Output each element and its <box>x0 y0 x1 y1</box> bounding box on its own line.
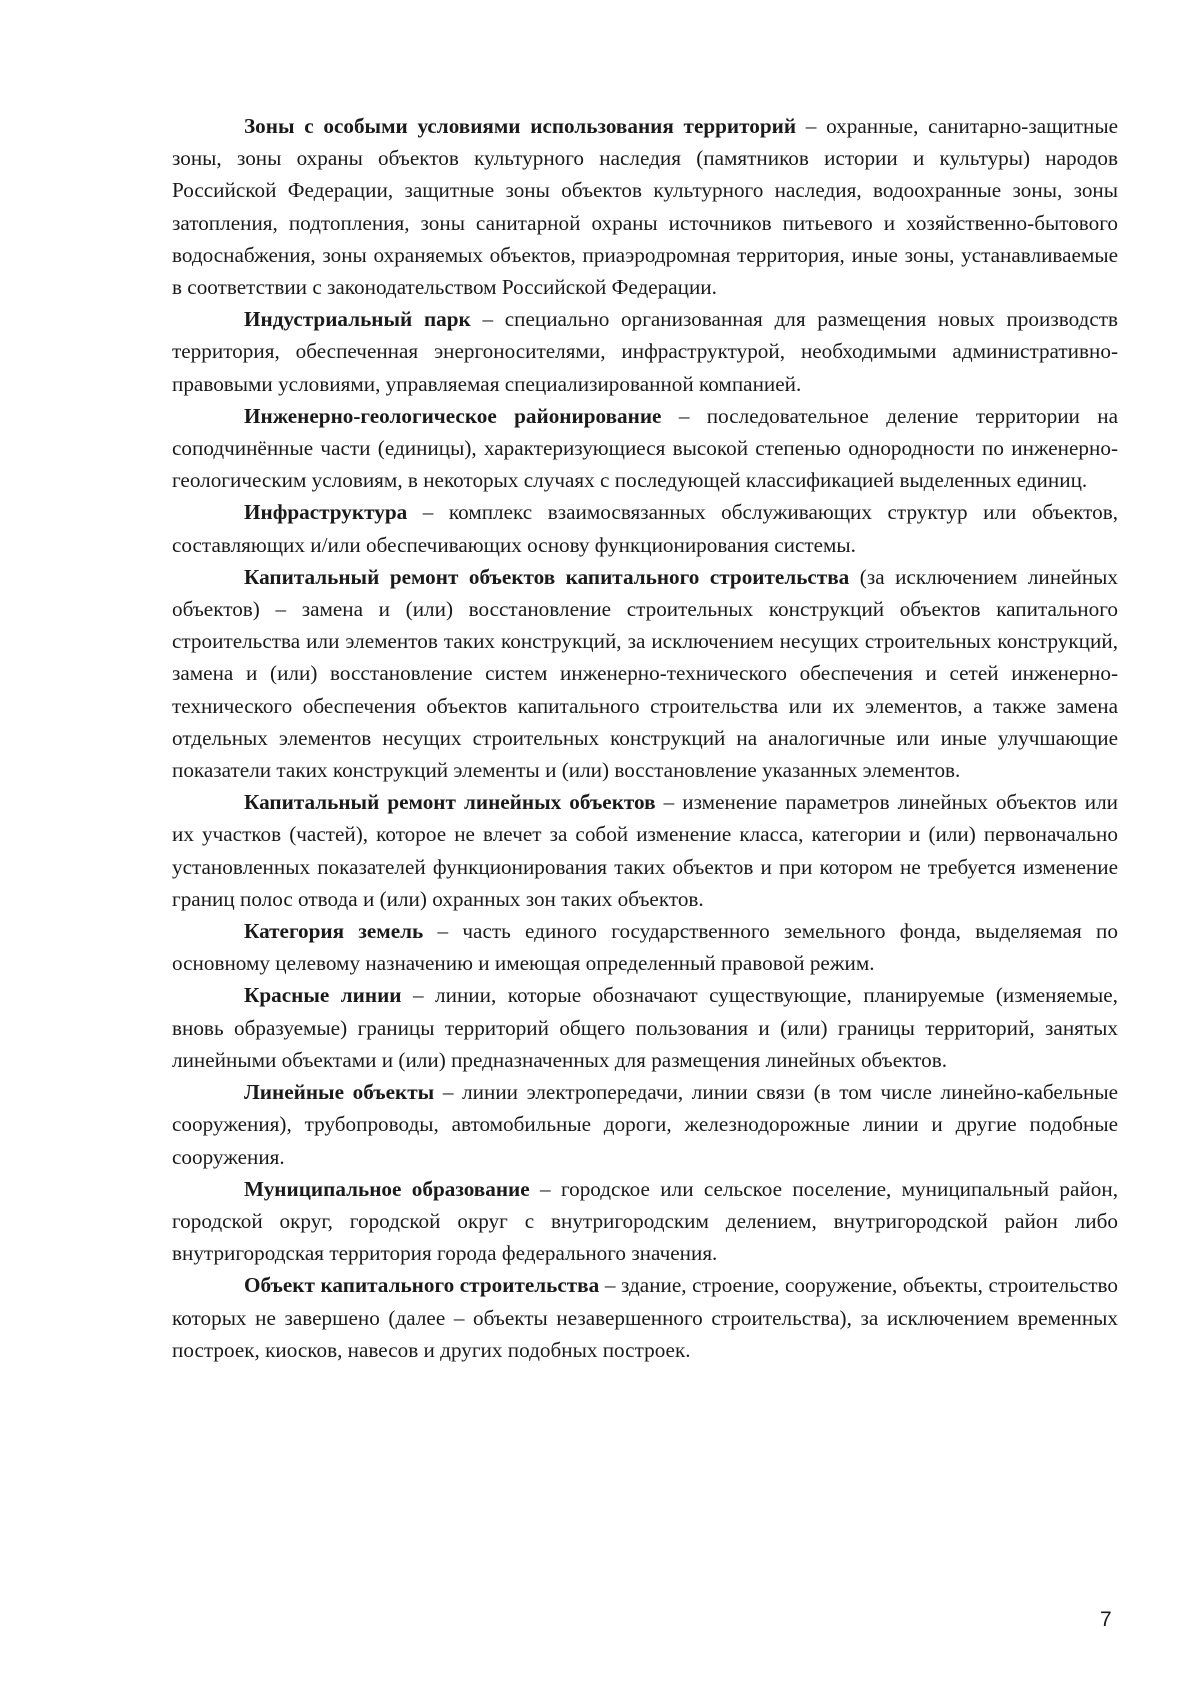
definition-paragraph <box>172 915 1118 979</box>
definition-text: – последовательное деление территории на соподчинённые части (единицы), характеризующиеся высокой степенью однородности по инженерно-геологическим условиям, в некоторых случаях с последующей классификацией выделенных единиц. <box>172 403 1118 493</box>
definition-paragraph <box>172 1076 1118 1173</box>
definition-text: – комплекс взаимосвязанных обслуживающих структур или объектов, составляющих и/или обеспечивающих основу функционирования системы. <box>172 500 1118 557</box>
definition-text: – изменение параметров линейных объектов или их участков (частей), которое не влечет за собой изменение класса, категории и (или) первоначально установленных показателей функционирования таких объектов и при котором не требуется изменение границ полос отвода и (или) охранных зон таких объектов. <box>172 790 1118 911</box>
definition-text: – линии электропередачи, линии связи (в том числе линейно-кабельные сооружения), трубопроводы, автомобильные дороги, железнодорожные линии и другие подобные сооружения. <box>172 1080 1118 1169</box>
defined-term: Инфраструктура <box>244 500 408 525</box>
definition-paragraph <box>172 561 1118 786</box>
definition-text: (за исключением линейных объектов) – замена и (или) восстановление строительных конструкций объектов капитального строительства или элементов таких конструкций, за исключением несущих строительных конструкций, замена и (или) восстановление систем инженерно-технического обеспечения и сетей инженерно-технического обеспечения объектов капитального строительства или их элементов, а также замена отдельных элементов несущих строительных конструкций на аналогичные или иные улучшающие показатели таких конструкций элементы и (или) восстановление указанных элементов. <box>172 564 1119 783</box>
definition-text: – часть единого государственного земельного фонда, выделяемая по основному целевому назначению и имеющая определенный правовой режим. <box>172 919 1118 976</box>
document-page <box>172 110 1118 1366</box>
defined-term: Объект капитального строительства <box>244 1273 600 1298</box>
definition-paragraph <box>172 1269 1118 1366</box>
defined-term: Инженерно-геологическое районирование <box>244 403 662 428</box>
definition-paragraph <box>172 1173 1118 1270</box>
definition-text: – специально организованная для размещения новых производств территория, обеспеченная энергоносителями, инфраструктурой, необходимыми административно-правовыми условиями, управляемая специализированной компанией. <box>172 307 1118 396</box>
definition-text: – охранные, санитарно-защитные зоны, зоны охраны объектов культурного наследия (памятников истории и культуры) народов Российской Федерации, защитные зоны объектов культурного наследия, водоохранные зоны, зоны затопления, подтопления, зоны санитарной охраны источников питьевого и хозяйственно-бытового водоснабжения, зоны охраняемых объектов, приаэродромная территория, иные зоны, устанавливаемые в соответствии с законодательством Российской Федерации. <box>172 114 1119 300</box>
definition-paragraph <box>172 979 1118 1076</box>
defined-term: Индустриальный парк <box>244 307 471 332</box>
definition-paragraph <box>172 496 1118 560</box>
defined-term: Красные линии <box>244 983 402 1008</box>
page-number: 7 <box>1100 1608 1112 1631</box>
definition-text: – городское или сельское поселение, муниципальный район, городской округ, городской округ с внутригородским делением, внутригородской район либо внутригородская территория города федерального значения. <box>172 1176 1118 1266</box>
definition-paragraph <box>172 303 1118 400</box>
defined-term: Муниципальное образование <box>244 1176 530 1201</box>
defined-term: Капитальный ремонт объектов капитального строительства <box>244 564 850 589</box>
definition-paragraph <box>172 110 1118 303</box>
defined-term: Линейные объекты <box>244 1080 435 1105</box>
defined-term: Категория земель <box>244 919 424 944</box>
definition-text: – здание, строение, сооружение, объекты, строительство которых не завершено (далее – объекты незавершенного строительства), за исключением временных построек, киосков, навесов и других подобных построек. <box>172 1273 1118 1362</box>
definition-text: – линии, которые обозначают существующие, планируемые (изменяемые, вновь образуемые) границы территорий общего пользования и (или) границы территорий, занятых линейными объектами и (или) предназначенных для размещения линейных объектов. <box>172 983 1118 1072</box>
defined-term: Капитальный ремонт линейных объектов <box>244 790 656 815</box>
defined-term: Зоны с особыми условиями использования территорий <box>244 114 797 138</box>
definition-paragraph <box>172 400 1118 497</box>
definition-paragraph <box>172 786 1118 915</box>
